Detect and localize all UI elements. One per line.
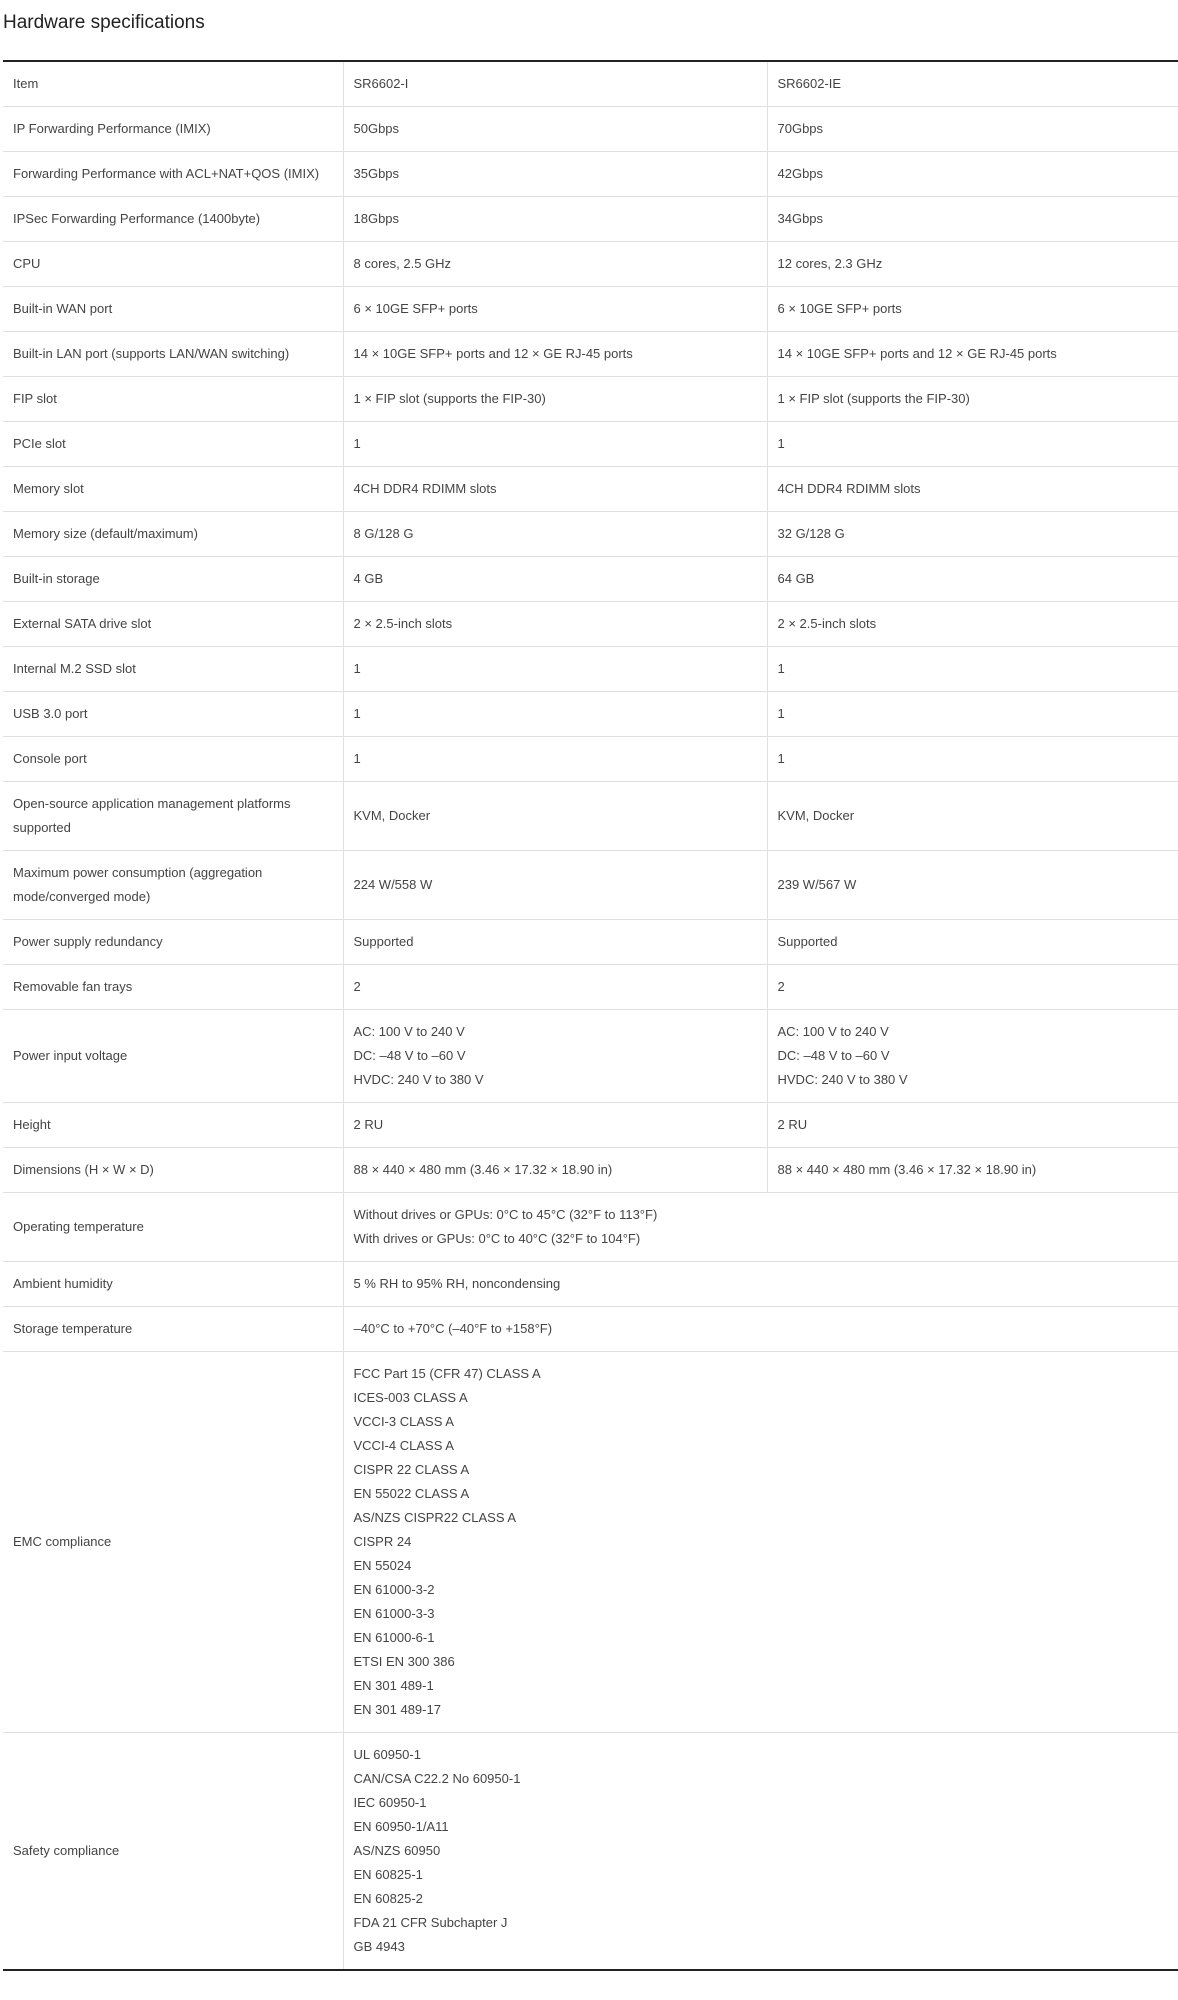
cell-line: CISPR 24 (353, 1534, 412, 1549)
row-value-model-2 (767, 851, 1178, 920)
row-value-model-2 (767, 647, 1178, 692)
row-label: Built-in WAN port (3, 287, 343, 332)
row-value-model-2 (767, 152, 1178, 197)
row-value-model-1 (343, 602, 767, 647)
row-value-model-1 (343, 332, 767, 377)
row-value-model-2 (767, 920, 1178, 965)
row-label: Memory slot (3, 467, 343, 512)
cell-line: 42Gbps (777, 166, 824, 181)
row-value-model-1 (343, 920, 767, 965)
table-row (3, 692, 1178, 737)
cell-line: EN 61000-6-1 (353, 1630, 435, 1645)
cell-line: VCCI-3 CLASS A (353, 1414, 454, 1429)
table-row (3, 107, 1178, 152)
row-label: CPU (3, 242, 343, 287)
row-label: Storage temperature (3, 1307, 343, 1352)
row-label: Safety compliance (13, 1843, 120, 1858)
page-title: Hardware specifications (3, 12, 205, 33)
cell-line: 5 % RH to 95% RH, noncondensing (353, 1276, 561, 1291)
cell-line: 4 GB (353, 571, 384, 586)
cell-line: 2 (353, 979, 361, 994)
row-value-model-1 (343, 242, 767, 287)
cell-line: EN 55024 (353, 1558, 412, 1573)
cell-line: CAN/CSA C22.2 No 60950-1 (353, 1771, 521, 1786)
row-label: Operating temperature (3, 1193, 343, 1262)
row-value-model-2 (767, 1148, 1178, 1193)
row-label: Power input voltage (3, 1010, 343, 1103)
row-value-model-2 (767, 422, 1178, 467)
row-value-model-2 (767, 287, 1178, 332)
row-value-shared (343, 1352, 1178, 1733)
cell-line: Without drives or GPUs: 0°C to 45°C (32°F to 113°F) (353, 1207, 658, 1222)
table-row (3, 1148, 1178, 1193)
row-value-shared (343, 1193, 1178, 1262)
row-value-model-1 (343, 1103, 767, 1148)
row-label: IP Forwarding Performance (IMIX) (3, 107, 343, 152)
row-value-model-2 (767, 197, 1178, 242)
row-label: IPSec Forwarding Performance (1400byte) (3, 197, 343, 242)
row-value-model-1 (343, 782, 767, 851)
row-value-model-2 (767, 107, 1178, 152)
table-row (3, 467, 1178, 512)
row-value-model-1 (343, 1148, 767, 1193)
cell-line: 1 (777, 436, 785, 451)
cell-line: 34Gbps (777, 211, 824, 226)
row-value-model-2 (767, 602, 1178, 647)
row-label: Ambient humidity (3, 1262, 343, 1307)
row-value-model-2 (767, 692, 1178, 737)
cell-line: 2 RU (353, 1117, 384, 1132)
cell-line: 4CH DDR4 RDIMM slots (353, 481, 497, 496)
table-row (3, 152, 1178, 197)
row-value-model-1 (343, 422, 767, 467)
cell-line: EN 60825-2 (353, 1891, 423, 1906)
cell-line: 224 W/558 W (353, 877, 433, 892)
table-row (3, 1193, 1178, 1262)
row-value-model-2 (767, 737, 1178, 782)
row-value-model-2 (767, 377, 1178, 422)
row-value-model-2 (767, 782, 1178, 851)
table-row (3, 287, 1178, 332)
table-row (3, 602, 1178, 647)
table-row (3, 965, 1178, 1010)
row-label: Forwarding Performance with ACL+NAT+QOS (IMIX) (3, 152, 343, 197)
table-row (3, 737, 1178, 782)
table-row (3, 1103, 1178, 1148)
row-value-model-1 (343, 512, 767, 557)
cell-line: 1 (353, 751, 361, 766)
table-row (3, 1262, 1178, 1307)
row-label: USB 3.0 port (3, 692, 343, 737)
cell-line: DC: –48 V to –60 V (777, 1048, 890, 1063)
cell-line: 2 RU (777, 1117, 808, 1132)
cell-line: AS/NZS CISPR22 CLASS A (353, 1510, 517, 1525)
table-row (3, 422, 1178, 467)
cell-line: 12 cores, 2.3 GHz (777, 256, 883, 271)
cell-line: EN 301 489-1 (353, 1678, 434, 1693)
cell-line: 4CH DDR4 RDIMM slots (777, 481, 921, 496)
row-label: Memory size (default/maximum) (3, 512, 343, 557)
table-row (3, 1307, 1178, 1352)
cell-line: With drives or GPUs: 0°C to 40°C (32°F to 104°F) (353, 1231, 641, 1246)
row-value-model-1 (343, 377, 767, 422)
row-value-model-1 (343, 107, 767, 152)
row-value-model-2 (767, 1010, 1178, 1103)
cell-line: KVM, Docker (353, 808, 431, 823)
row-label: Maximum power consumption (aggregation mode/converged mode) (3, 851, 343, 920)
cell-line: FCC Part 15 (CFR 47) CLASS A (353, 1366, 541, 1381)
cell-line: 14 × 10GE SFP+ ports and 12 × GE RJ-45 ports (353, 346, 633, 361)
cell-line: GB 4943 (353, 1939, 405, 1954)
cell-line: 1 (353, 436, 361, 451)
row-value-model-1 (343, 287, 767, 332)
cell-line: AS/NZS 60950 (353, 1843, 441, 1858)
table-row (3, 242, 1178, 287)
cell-line: AC: 100 V to 240 V (777, 1024, 889, 1039)
cell-line: EN 61000-3-2 (353, 1582, 435, 1597)
row-value-model-2 (767, 467, 1178, 512)
row-value-model-1 (343, 197, 767, 242)
header-item: Item (3, 61, 343, 107)
cell-line: –40°C to +70°C (–40°F to +158°F) (353, 1321, 553, 1336)
row-label: Dimensions (H × W × D) (3, 1148, 343, 1193)
row-label: External SATA drive slot (3, 602, 343, 647)
row-label: PCIe slot (3, 422, 343, 467)
row-value-model-2 (767, 1103, 1178, 1148)
cell-line: EN 55022 CLASS A (353, 1486, 470, 1501)
row-value-model-1 (343, 737, 767, 782)
header-model-1: SR6602-I (343, 61, 767, 107)
cell-line: Supported (777, 934, 838, 949)
cell-line: 1 (353, 706, 361, 721)
row-label: Height (3, 1103, 343, 1148)
cell-line: 8 cores, 2.5 GHz (353, 256, 452, 271)
row-value-shared (343, 1307, 1178, 1352)
cell-line: ETSI EN 300 386 (353, 1654, 455, 1669)
table-row (3, 1352, 1178, 1733)
table-row (3, 647, 1178, 692)
table-row (3, 851, 1178, 920)
cell-line: FDA 21 CFR Subchapter J (353, 1915, 508, 1930)
table-row (3, 557, 1178, 602)
row-value-model-2 (767, 512, 1178, 557)
row-label: Power supply redundancy (3, 920, 343, 965)
cell-line: 35Gbps (353, 166, 400, 181)
cell-line: Supported (353, 934, 414, 949)
header-model-2: SR6602-IE (767, 61, 1178, 107)
table-row (3, 920, 1178, 965)
cell-line: 70Gbps (777, 121, 824, 136)
cell-line: KVM, Docker (777, 808, 855, 823)
row-value-model-1 (343, 467, 767, 512)
cell-line: 8 G/128 G (353, 526, 414, 541)
cell-line: CISPR 22 CLASS A (353, 1462, 470, 1477)
cell-line: 2 × 2.5-inch slots (353, 616, 453, 631)
row-label: Built-in storage (3, 557, 343, 602)
row-value-model-2 (767, 557, 1178, 602)
cell-line: 32 G/128 G (777, 526, 845, 541)
table-row (3, 377, 1178, 422)
cell-line: EN 301 489-17 (353, 1702, 441, 1717)
cell-line: 14 × 10GE SFP+ ports and 12 × GE RJ-45 ports (777, 346, 1057, 361)
cell-line: 1 (353, 661, 361, 676)
row-value-model-1 (343, 1010, 767, 1103)
cell-line: 1 (777, 751, 785, 766)
row-label: EMC compliance (3, 1352, 343, 1733)
cell-line: EN 61000-3-3 (353, 1606, 435, 1621)
cell-line: DC: –48 V to –60 V (353, 1048, 466, 1063)
row-value-model-1 (343, 647, 767, 692)
cell-line: 88 × 440 × 480 mm (3.46 × 17.32 × 18.90 in) (777, 1162, 1037, 1177)
table-row (3, 512, 1178, 557)
row-value-model-2 (767, 242, 1178, 287)
cell-line: IEC 60950-1 (353, 1795, 427, 1810)
row-value-model-1 (343, 152, 767, 197)
row-label: Open-source application management platforms supported (3, 782, 343, 851)
cell-line: 239 W/567 W (777, 877, 857, 892)
cell-line: EN 60825-1 (353, 1867, 423, 1882)
row-value-shared (343, 1262, 1178, 1307)
row-label: Internal M.2 SSD slot (3, 647, 343, 692)
table-row (3, 782, 1178, 851)
cell-line: 6 × 10GE SFP+ ports (353, 301, 478, 316)
table-row (3, 332, 1178, 377)
row-value-model-1 (343, 692, 767, 737)
row-label: Built-in LAN port (supports LAN/WAN switching) (3, 332, 343, 377)
cell-line: 1 (777, 706, 785, 721)
cell-line: VCCI-4 CLASS A (353, 1438, 454, 1453)
cell-line: 88 × 440 × 480 mm (3.46 × 17.32 × 18.90 in) (353, 1162, 613, 1177)
cell-line: 18Gbps (353, 211, 400, 226)
header-row (3, 61, 1178, 107)
table-row (3, 1010, 1178, 1103)
cell-line: AC: 100 V to 240 V (353, 1024, 465, 1039)
cell-line: 2 × 2.5-inch slots (777, 616, 877, 631)
table-row (3, 197, 1178, 242)
spec-table-body (3, 61, 1178, 1970)
row-value-model-1 (343, 965, 767, 1010)
row-label: FIP slot (3, 377, 343, 422)
row-value-model-2 (767, 332, 1178, 377)
cell-line: HVDC: 240 V to 380 V (777, 1072, 908, 1087)
row-value-model-1 (343, 851, 767, 920)
row-label: Console port (3, 737, 343, 782)
cell-line: 1 × FIP slot (supports the FIP-30) (777, 391, 970, 406)
cell-line: 1 (777, 661, 785, 676)
spec-table (3, 60, 1178, 1971)
cell-line: HVDC: 240 V to 380 V (353, 1072, 484, 1087)
cell-line: 1 × FIP slot (supports the FIP-30) (353, 391, 546, 406)
row-value-model-2 (767, 965, 1178, 1010)
cell-line: UL 60950-1 (353, 1747, 421, 1762)
row-value-shared (343, 1733, 1178, 1971)
cell-line: 64 GB (777, 571, 815, 586)
cell-line: ICES-003 CLASS A (353, 1390, 468, 1405)
cell-line: 6 × 10GE SFP+ ports (777, 301, 902, 316)
table-row (3, 1733, 1178, 1971)
row-label: Removable fan trays (3, 965, 343, 1010)
cell-line: 50Gbps (353, 121, 400, 136)
cell-line: 2 (777, 979, 785, 994)
cell-line: EN 60950-1/A11 (353, 1819, 449, 1834)
row-value-model-1 (343, 557, 767, 602)
